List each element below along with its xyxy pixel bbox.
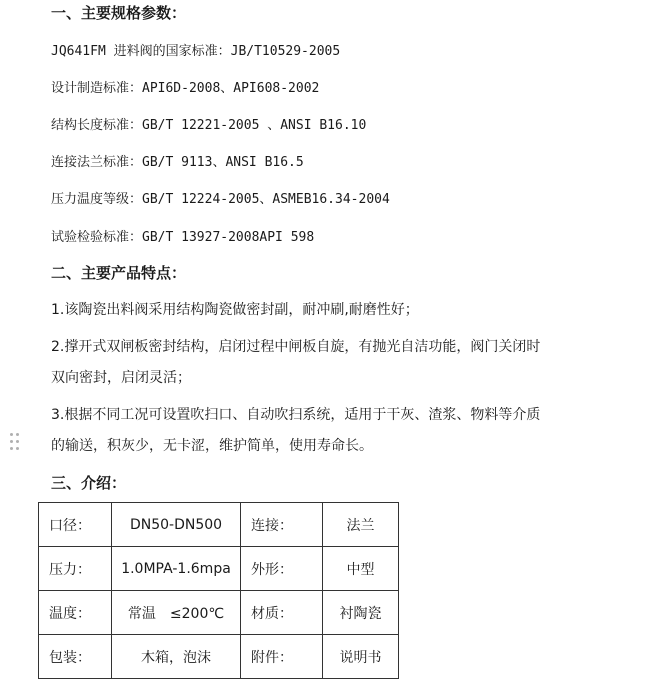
- table-cell: 常温 ≤200℃: [112, 591, 241, 635]
- feature-line: 1.该陶瓷出料阀采用结构陶瓷做密封副，耐冲刷,耐磨性好；: [51, 302, 419, 318]
- feature-line: 双向密封，启闭灵活；: [51, 370, 191, 386]
- table-row: [39, 503, 399, 547]
- spec-line: 结构长度标准：GB/T 12221-2005 、ANSI B16.10: [51, 118, 367, 133]
- spec-line: 设计制造标准：API6D-2008、API608-2002: [51, 81, 320, 96]
- table-cell: 外形：: [241, 547, 323, 591]
- table-row: [39, 547, 399, 591]
- feature-line: 3.根据不同工况可设置吹扫口、自动吹扫系统，适用于干灰、渣浆、物料等介质: [51, 407, 541, 423]
- table-cell: 1.0MPA-1.6mpa: [112, 547, 241, 591]
- spec-line: 试验检验标准：GB/T 13927-2008API 598: [51, 230, 315, 245]
- table-cell: 木箱，泡沫: [112, 635, 241, 679]
- table-cell: 连接：: [241, 503, 323, 547]
- table-cell: 法兰: [323, 503, 399, 547]
- table-cell: 材质：: [241, 591, 323, 635]
- feature-line: 的输送，积灰少，无卡涩，维护简单，使用寿命长。: [51, 438, 373, 454]
- table-cell: 温度：: [39, 591, 112, 635]
- feature-line: 2.撑开式双闸板密封结构，启闭过程中闸板自旋，有抛光自洁功能，阀门关闭时: [51, 339, 541, 355]
- table-cell: 口径：: [39, 503, 112, 547]
- drag-handle-icon[interactable]: [10, 433, 20, 451]
- table-row: [39, 635, 399, 679]
- spec-heading: 一、主要规格参数：: [51, 4, 187, 22]
- table-cell: 说明书: [323, 635, 399, 679]
- table-cell: 附件：: [241, 635, 323, 679]
- table-row: [39, 591, 399, 635]
- table-cell: 中型: [323, 547, 399, 591]
- intro-heading: 三、介绍：: [51, 474, 127, 492]
- spec-line: JQ641FM 进料阀的国家标准：JB/T10529-2005: [51, 44, 341, 59]
- features-heading: 二、主要产品特点：: [51, 264, 187, 282]
- table-cell: DN50-DN500: [112, 503, 241, 547]
- spec-line: 压力温度等级：GB/T 12224-2005、ASMEB16.34-2004: [51, 192, 390, 207]
- table-cell: 衬陶瓷: [323, 591, 399, 635]
- spec-line: 连接法兰标准：GB/T 9113、ANSI B16.5: [51, 155, 304, 170]
- spec-table: [38, 502, 399, 679]
- table-cell: 压力：: [39, 547, 112, 591]
- table-cell: 包装：: [39, 635, 112, 679]
